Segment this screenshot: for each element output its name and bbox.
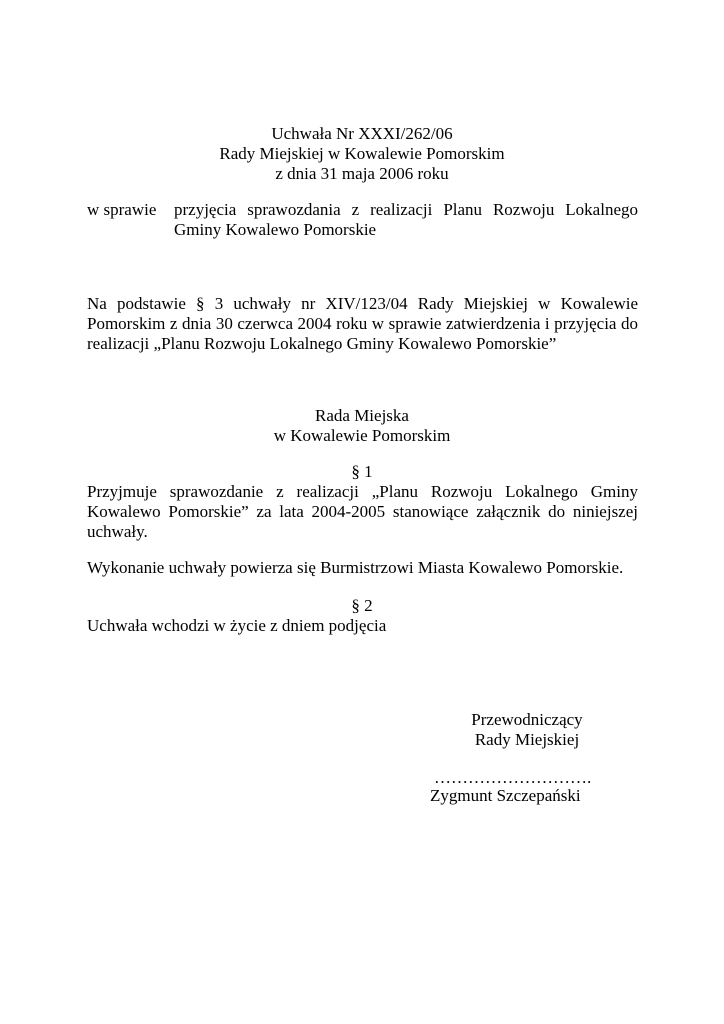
chairman-title: Przewodniczący: [471, 710, 583, 729]
chairman-council: Rady Miejskiej: [474, 730, 580, 749]
section-1-symbol: § 1: [351, 462, 373, 481]
signature-dots: ……………………….: [434, 768, 592, 787]
resolution-header: [0, 124, 724, 184]
section-2-symbol: § 2: [351, 596, 373, 615]
section-1-line-2: Kowalewo Pomorskie” za lata 2004-2005 stanowiące załącznik do niniejszej: [87, 502, 638, 521]
subject-text: [174, 200, 638, 240]
section-1-text: [87, 482, 638, 542]
execution-clause: Wykonanie uchwały powierza się Burmistrzowi Miasta Kowalewo Pomorskie.: [87, 558, 624, 577]
signature-title: [412, 710, 642, 750]
council-block: [0, 406, 724, 446]
resolution-date: z dnia 31 maja 2006 roku: [275, 164, 449, 183]
section-1-line-3: uchwały.: [87, 522, 148, 541]
council-name: Rady Miejskiej w Kowalewie Pomorskim: [219, 144, 505, 163]
legal-basis-line-3: realizacji „Planu Rozwoju Lokalnego Gminy Kowalewo Pomorskie”: [87, 334, 557, 353]
section-1-line-1: Przyjmuje sprawozdanie z realizacji „Planu Rozwoju Lokalnego Gminy: [87, 482, 638, 501]
section-2-text: Uchwała wchodzi w życie z dniem podjęcia: [87, 616, 387, 635]
council-title: Rada Miejska: [315, 406, 409, 425]
subject-line-1: przyjęcia sprawozdania z realizacji Planu Rozwoju Lokalnego: [174, 200, 638, 219]
legal-basis-line-1: Na podstawie § 3 uchwały nr XIV/123/04 Rady Miejskiej w Kowalewie: [87, 294, 638, 313]
subject-line-2: Gminy Kowalewo Pomorskie: [174, 220, 377, 239]
signatory-name: Zygmunt Szczepański: [430, 786, 581, 805]
legal-basis: [87, 294, 638, 354]
council-location: w Kowalewie Pomorskim: [273, 426, 451, 445]
subject-label: w sprawie: [87, 200, 157, 219]
legal-basis-line-2: Pomorskim z dnia 30 czerwca 2004 roku w sprawie zatwierdzenia i przyjęcia do: [87, 314, 638, 333]
resolution-number: Uchwała Nr XXXI/262/06: [271, 124, 453, 143]
